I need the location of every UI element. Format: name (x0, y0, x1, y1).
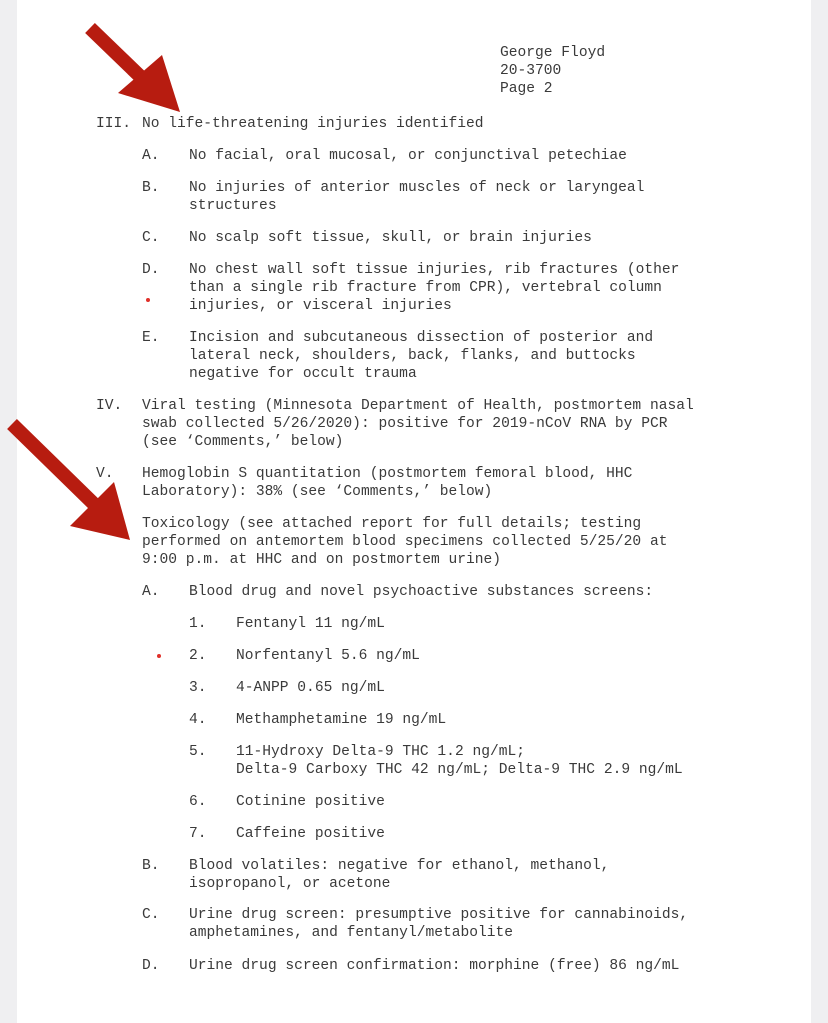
section-text: Laboratory): 38% (see ‘Comments,’ below) (142, 484, 493, 500)
section-text: performed on antemortem blood specimens collected 5/25/20 at (142, 534, 668, 550)
item-letter: A. (142, 584, 160, 600)
sub-item-number: 7. (189, 826, 207, 842)
header-page-number: Page 2 (500, 81, 553, 97)
section-number: III. (96, 116, 132, 132)
sub-item-text: Cotinine positive (236, 794, 385, 810)
item-letter: D. (142, 262, 160, 278)
item-text: Incision and subcutaneous dissection of posterior and (189, 330, 654, 346)
item-text: No chest wall soft tissue injuries, rib fractures (other (189, 262, 680, 278)
item-text: Urine drug screen: presumptive positive for cannabinoids, (189, 907, 689, 923)
item-letter: E. (142, 330, 160, 346)
sub-item-number: 6. (189, 794, 207, 810)
item-text: No injuries of anterior muscles of neck or laryngeal (189, 180, 645, 196)
item-text: than a single rib fracture from CPR), vertebral column (189, 280, 662, 296)
item-letter: C. (142, 907, 160, 923)
item-text: Blood volatiles: negative for ethanol, methanol, (189, 858, 610, 874)
section-number: V. (96, 466, 114, 482)
item-letter: B. (142, 858, 160, 874)
item-text: structures (189, 198, 277, 214)
sub-item-text: Norfentanyl 5.6 ng/mL (236, 648, 420, 664)
sub-item-text: Delta-9 Carboxy THC 42 ng/mL; Delta-9 THC 2.9 ng/mL (236, 762, 683, 778)
sub-item-text: Fentanyl 11 ng/mL (236, 616, 385, 632)
item-letter: B. (142, 180, 160, 196)
header-name: George Floyd (500, 45, 606, 61)
item-text: No scalp soft tissue, skull, or brain injuries (189, 230, 592, 246)
item-text: Urine drug screen confirmation: morphine (free) 86 ng/mL (189, 958, 680, 974)
sub-item-number: 5. (189, 744, 207, 760)
section-title: No life-threatening injuries identified (142, 116, 484, 132)
item-text: Blood drug and novel psychoactive substances screens: (189, 584, 654, 600)
item-letter: A. (142, 148, 160, 164)
sub-item-number: 4. (189, 712, 207, 728)
item-letter: D. (142, 958, 160, 974)
section-text: Viral testing (Minnesota Department of Health, postmortem nasal (142, 398, 694, 414)
section-number: IV. (96, 398, 123, 414)
section-text: (see ‘Comments,’ below) (142, 434, 344, 450)
sub-item-number: 1. (189, 616, 207, 632)
sub-item-text: Methamphetamine 19 ng/mL (236, 712, 447, 728)
item-text: No facial, oral mucosal, or conjunctival petechiae (189, 148, 627, 164)
item-text: isopropanol, or acetone (189, 876, 391, 892)
red-arrow-icon (12, 424, 130, 540)
item-text: injuries, or visceral injuries (189, 298, 452, 314)
section-text: Toxicology (see attached report for full details; testing (142, 516, 642, 532)
item-text: negative for occult trauma (189, 366, 417, 382)
item-letter: C. (142, 230, 160, 246)
section-text: Hemoglobin S quantitation (postmortem femoral blood, HHC (142, 466, 633, 482)
section-text: swab collected 5/26/2020): positive for 2019-nCoV RNA by PCR (142, 416, 668, 432)
sub-item-number: 2. (189, 648, 207, 664)
header-case-number: 20-3700 (500, 63, 562, 79)
sub-item-text: 11-Hydroxy Delta-9 THC 1.2 ng/mL; (236, 744, 526, 760)
section-text: 9:00 p.m. at HHC and on postmortem urine) (142, 552, 502, 568)
red-arrow-icon (90, 28, 180, 112)
sub-item-text: Caffeine positive (236, 826, 385, 842)
item-text: lateral neck, shoulders, back, flanks, and buttocks (189, 348, 636, 364)
item-text: amphetamines, and fentanyl/metabolite (189, 925, 514, 941)
sub-item-number: 3. (189, 680, 207, 696)
sub-item-text: 4-ANPP 0.65 ng/mL (236, 680, 385, 696)
